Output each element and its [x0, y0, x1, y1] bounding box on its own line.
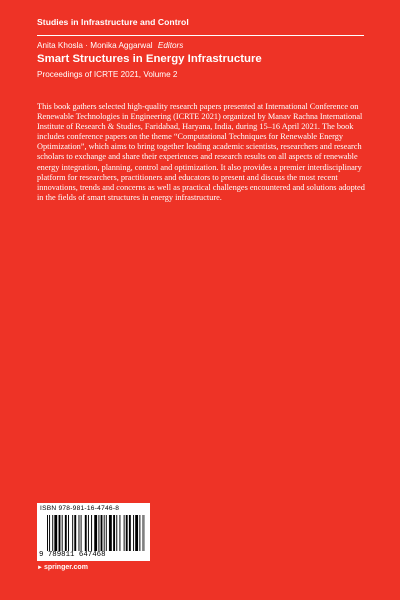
barcode-digits: 9 789811 647468: [39, 551, 106, 559]
book-description: This book gathers selected high-quality research papers presented at International Conference on Renewable Technologies in Engineering (ICRTE 2021) organized by Manav Rachna International Institute of Research & Studies, Faridabad, Haryana, India, during 15–16 April 2021. The book includes conference papers on the theme “Computational Techniques for Renewable Energy Optimization”, which aims to bring together leading academic scientists, researchers and research scholars to exchange and share their experiences and research results on all aspects of renewable energy integration, planning, control and optimization. It also provides a premier interdisciplinary platform for researchers, practitioners and educators to present and discuss the most recent innovations, trends and concerns as well as practical challenges encountered and solutions adopted in the fields of smart structures in energy infrastructure.: [37, 102, 365, 202]
barcode-image: [47, 515, 145, 551]
publisher-website-text: springer.com: [43, 564, 88, 571]
publisher-website: [37, 564, 88, 571]
header-divider: [37, 35, 364, 36]
book-title: Smart Structures in Energy Infrastructure: [37, 53, 262, 65]
book-subtitle: Proceedings of ICRTE 2021, Volume 2: [37, 70, 178, 79]
series-name: Studies in Infrastructure and Control: [37, 17, 189, 27]
editors-line: [37, 41, 183, 50]
editors-role: Editors: [157, 41, 184, 50]
isbn-label: ISBN 978-981-16-4746-8: [40, 505, 120, 512]
arrow-right-icon: ►: [37, 565, 43, 571]
editor-names: Anita Khosla · Monika Aggarwal: [37, 41, 153, 50]
isbn-barcode-box: [37, 503, 150, 561]
